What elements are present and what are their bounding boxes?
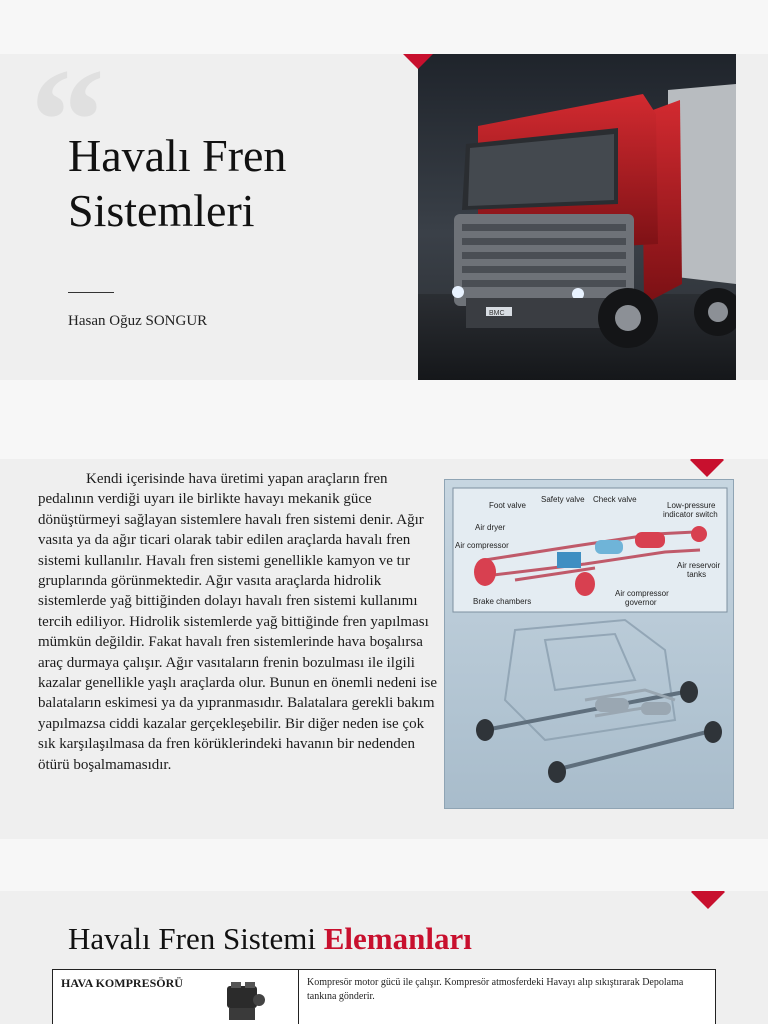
truck-photo: [418, 54, 736, 380]
label-low-pressure-1: Low-pressure: [667, 501, 716, 510]
label-air-reservoir-2: tanks: [687, 570, 707, 579]
description-paragraph: Kendi içerisinde hava üretimi yapan araçların fren pedalının verdiği uyarı ile birlikte havayı mekanik güce dönüştürmeyi sağlayan sistemlere havalı fren sistemi denir. Ağır vasıta ya da ağır ticari olarak tabir edilen araçlarda havalı fren sistemi kullanılır. Havalı fren sistemi genellikle kamyon ve tır gruplarında görünmektedir. Ağır vasıta araçlarda hidrolik sistemlerde yağ bittiğinden dolayı havalı fren sistemi kullanımı tercih ediliyor. Hidrolik sistemlerde yağ bittiğinde fren yapılması mümkün değildir. Fakat havalı fren sistemlerinde hava boşalırsa araç durmaya çalışır. Ağır vasıtaların frenin bozulması ile ilgili kazalar genellikle yaşlı araçlarda olur. Bunun en önemli nedeni ise balataların eskimesi ya da yıpranmasıdır. Balatalara gerekli bakım yapılmazsa ciddi kazalar gerçekleşebilir. Bir diğer neden ise çok sık karşılaşılmasa da fren körüklerindeki havanın bir nedenden ötürü boşalmamasıdır.: [38, 471, 438, 773]
heading-plain: Havalı Fren Sistemi: [68, 921, 324, 956]
red-truck-image: [418, 54, 736, 380]
components-heading: [68, 921, 472, 957]
label-governor-1: Air compressor: [615, 589, 669, 598]
air-brake-schematic: [445, 480, 734, 809]
air-brake-diagram: [444, 479, 734, 809]
compressor-icon: [219, 980, 267, 1022]
slide-title: Havalı Fren Sistemleri: [68, 130, 287, 236]
label-air-compressor: Air compressor: [455, 541, 509, 550]
quote-mark-decoration: “: [30, 54, 105, 204]
component-name: HAVA KOMPRESÖRÜ: [61, 976, 183, 990]
description-slide: [0, 459, 768, 839]
label-check-valve: Check valve: [593, 495, 637, 504]
truck-badge: BMC: [489, 310, 505, 317]
label-governor-2: governor: [625, 598, 657, 607]
components-slide: [0, 891, 768, 1024]
label-air-dryer: Air dryer: [475, 523, 506, 532]
label-air-reservoir-1: Air reservoir: [677, 561, 721, 570]
diamond-ornament: [690, 459, 724, 477]
components-table: [52, 969, 716, 1024]
label-brake-chambers: Brake chambers: [473, 597, 532, 606]
diamond-ornament: [691, 891, 725, 909]
label-foot-valve: Foot valve: [489, 501, 526, 510]
heading-accent: Elemanları: [323, 921, 472, 956]
title-divider: [68, 292, 114, 293]
label-low-pressure-2: indicator switch: [663, 510, 718, 519]
table-cell-component: [53, 970, 299, 1024]
title-slide: [0, 54, 768, 380]
label-safety-valve: Safety valve: [541, 495, 585, 504]
table-cell-description: Kompresör motor gücü ile çalışır. Kompresör atmosferdeki Havayı alıp sıkıştırarak Depolama tankına gönderir.: [307, 977, 684, 1002]
author-name: Hasan Oğuz SONGUR: [68, 313, 208, 329]
